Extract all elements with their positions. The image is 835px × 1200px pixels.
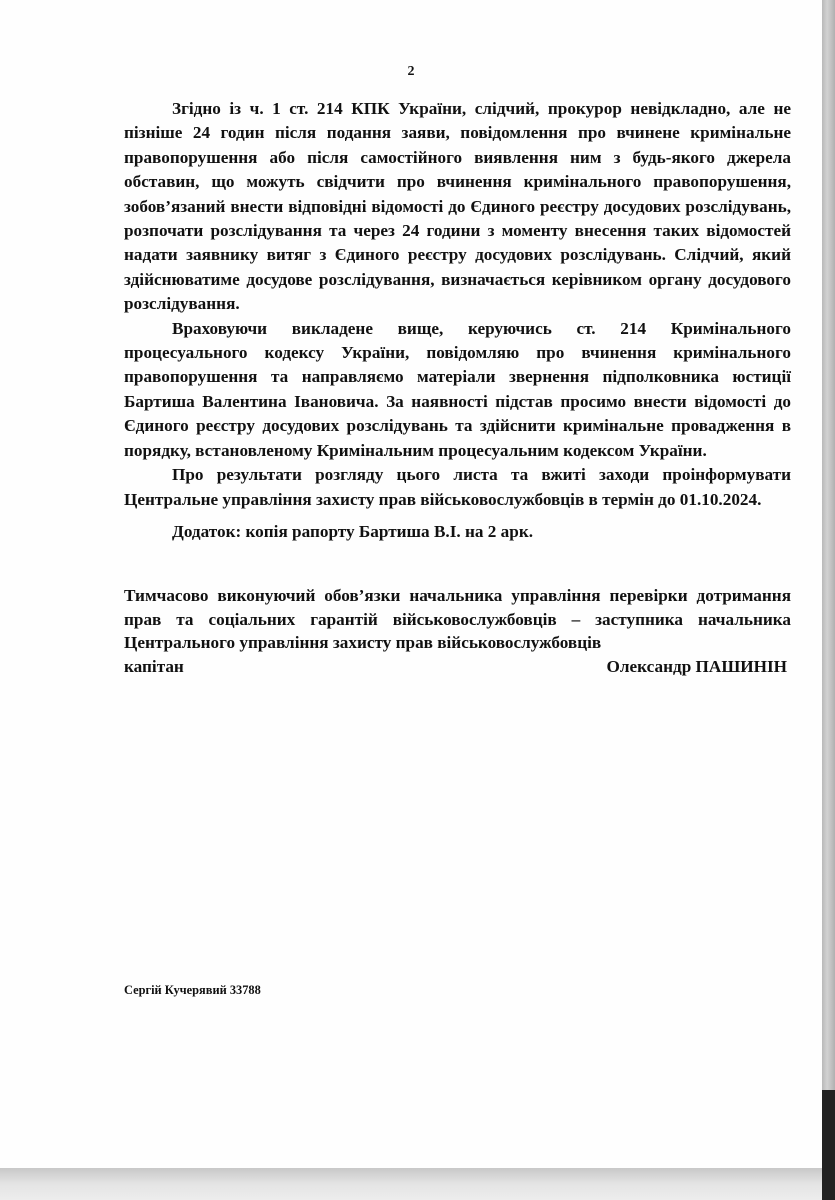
letter-body bbox=[124, 97, 791, 512]
paragraph-legal-basis: Згідно із ч. 1 ст. 214 КПК України, слідчий, прокурор невідкладно, але не пізніше 24 годин після подання заяви, повідомлення про вчинене кримінальне правопорушення або після самостійного виявлення ним з будь-якого джерела обставин, що можуть свідчити про вчинення кримінального правопорушення, зобов’язаний внести відповідні відомості до Єдиного реєстру досудових розслідувань, розпочати розслідування та через 24 години з моменту внесення таких відомостей надати заявнику витяг з Єдиного реєстру досудових розслідувань. Слідчий, який здійснюватиме досудове розслідування, визначається керівником органу досудового розслідування. bbox=[124, 99, 791, 314]
page-edge-shadow-bottom bbox=[0, 1168, 835, 1200]
page-number: 2 bbox=[407, 64, 415, 79]
signature-row bbox=[124, 655, 787, 679]
enclosure-note: Додаток: копія рапорту Бартиша В.І. на 2 арк. bbox=[172, 522, 534, 541]
dark-corner-edge bbox=[822, 1090, 835, 1200]
signature-block bbox=[124, 584, 791, 678]
signatory-rank: капітан bbox=[124, 656, 184, 676]
signatory-name: Олександр ПАШИНІН bbox=[606, 656, 787, 676]
request-text: Про результати розгляду цього листа та вжиті заходи проінформувати Центральне управління захисту прав військовослужбовців в термін до bbox=[124, 465, 791, 509]
page-edge-shadow-right bbox=[822, 0, 835, 1200]
executor-note: Сергій Кучерявий 33788 bbox=[124, 983, 261, 997]
signatory-position: Тимчасово виконуючий обов’язки начальника управління перевірки дотримання прав та соціальних гарантій військовослужбовців – заступника начальника Центрального управління захисту прав військовослужбовців bbox=[124, 586, 791, 653]
paragraph-notification: Враховуючи викладене вище, керуючись ст. 214 Кримінального процесуального кодексу України, повідомляю про вчинення кримінального правопорушення та направляємо матеріали звернення підполковника юстиції Бартиша Валентина Івановича. За наявності підстав просимо внести відомості до Єдиного реєстру досудових розслідувань та здійснити кримінальне провадження в порядку, встановленому Кримінальним процесуальним кодексом України. bbox=[124, 318, 791, 460]
paragraph-request bbox=[124, 463, 791, 512]
request-ending: . bbox=[757, 489, 762, 509]
deadline-date: 01.10.2024 bbox=[679, 489, 758, 509]
